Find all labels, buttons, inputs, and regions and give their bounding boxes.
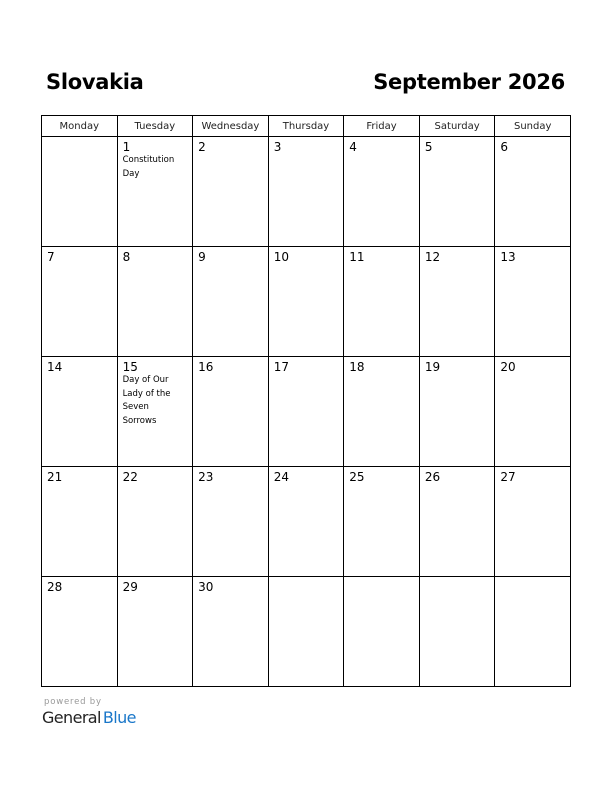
day-cell xyxy=(193,137,269,247)
day-cell xyxy=(344,137,420,247)
weekday-thursday: Thursday xyxy=(268,116,344,137)
powered-by-label: powered by xyxy=(44,697,102,707)
country-title: Slovakia xyxy=(46,70,144,94)
brand-general: General xyxy=(42,708,101,727)
day-cell xyxy=(268,137,344,247)
day-number: 12 xyxy=(424,250,441,264)
day-cell xyxy=(117,357,193,467)
day-cell xyxy=(344,247,420,357)
day-number: 8 xyxy=(122,250,131,264)
day-number: 15 xyxy=(122,360,138,374)
generalblue-logo xyxy=(42,708,136,727)
footer-branding xyxy=(42,697,136,727)
empty-day-cell xyxy=(495,577,571,687)
weekday-header-row xyxy=(42,116,571,137)
day-cell xyxy=(495,247,571,357)
day-number: 16 xyxy=(198,360,214,374)
day-cell xyxy=(419,247,495,357)
day-cell xyxy=(495,137,571,247)
day-number: 6 xyxy=(500,140,509,154)
empty-day-cell xyxy=(419,577,495,687)
week-row xyxy=(42,577,571,687)
day-cell xyxy=(42,357,118,467)
day-cell xyxy=(344,357,420,467)
day-number: 11 xyxy=(349,250,365,264)
day-cell xyxy=(193,467,269,577)
day-number: 21 xyxy=(47,470,63,484)
day-cell xyxy=(42,577,118,687)
day-number: 25 xyxy=(349,470,365,484)
day-cell xyxy=(268,247,344,357)
day-number: 10 xyxy=(273,250,289,264)
weekday-wednesday: Wednesday xyxy=(193,116,269,137)
day-number: 23 xyxy=(198,470,214,484)
week-row xyxy=(42,467,571,577)
day-cell xyxy=(495,467,571,577)
day-cell xyxy=(117,137,193,247)
day-number: 18 xyxy=(349,360,365,374)
day-cell xyxy=(117,467,193,577)
day-number: 30 xyxy=(198,580,214,594)
day-cell xyxy=(42,467,118,577)
calendar-grid xyxy=(41,115,571,687)
day-cell xyxy=(193,577,269,687)
day-cell xyxy=(419,137,495,247)
day-cell xyxy=(419,467,495,577)
day-cell xyxy=(117,577,193,687)
day-number: 14 xyxy=(47,360,63,374)
day-number: 7 xyxy=(47,250,55,264)
day-cell xyxy=(495,357,571,467)
day-cell xyxy=(42,247,118,357)
day-cell xyxy=(268,357,344,467)
day-number: 9 xyxy=(198,250,206,264)
day-number: 28 xyxy=(47,580,63,594)
holiday-label: Day of Our Lady of the Seven Sorrows xyxy=(122,375,171,426)
day-number: 3 xyxy=(273,140,282,154)
brand-blue: Blue xyxy=(102,708,136,727)
day-number: 24 xyxy=(273,470,289,484)
empty-day-cell xyxy=(344,577,420,687)
holiday-label: Constitution Day xyxy=(122,155,175,179)
week-row xyxy=(42,357,571,467)
month-year-title: September 2026 xyxy=(373,70,565,94)
day-number: 13 xyxy=(500,250,516,264)
day-cell xyxy=(193,357,269,467)
day-number: 2 xyxy=(198,140,206,154)
day-number: 26 xyxy=(424,470,441,484)
day-cell xyxy=(344,467,420,577)
day-number: 29 xyxy=(122,580,138,594)
week-row xyxy=(42,137,571,247)
day-number: 19 xyxy=(424,360,441,374)
day-number: 17 xyxy=(273,360,289,374)
empty-day-cell xyxy=(268,577,344,687)
weekday-tuesday: Tuesday xyxy=(117,116,193,137)
day-cell xyxy=(419,357,495,467)
day-cell xyxy=(193,247,269,357)
week-row xyxy=(42,247,571,357)
weekday-monday: Monday xyxy=(42,116,118,137)
day-number: 22 xyxy=(122,470,138,484)
empty-day-cell xyxy=(42,137,118,247)
weekday-friday: Friday xyxy=(344,116,420,137)
day-number: 27 xyxy=(500,470,516,484)
day-cell xyxy=(268,467,344,577)
day-number: 4 xyxy=(349,140,357,154)
day-number: 5 xyxy=(424,140,433,154)
day-cell xyxy=(117,247,193,357)
day-number: 1 xyxy=(122,140,131,154)
weekday-sunday: Sunday xyxy=(495,116,571,137)
weekday-saturday: Saturday xyxy=(419,116,495,137)
day-number: 20 xyxy=(500,360,516,374)
